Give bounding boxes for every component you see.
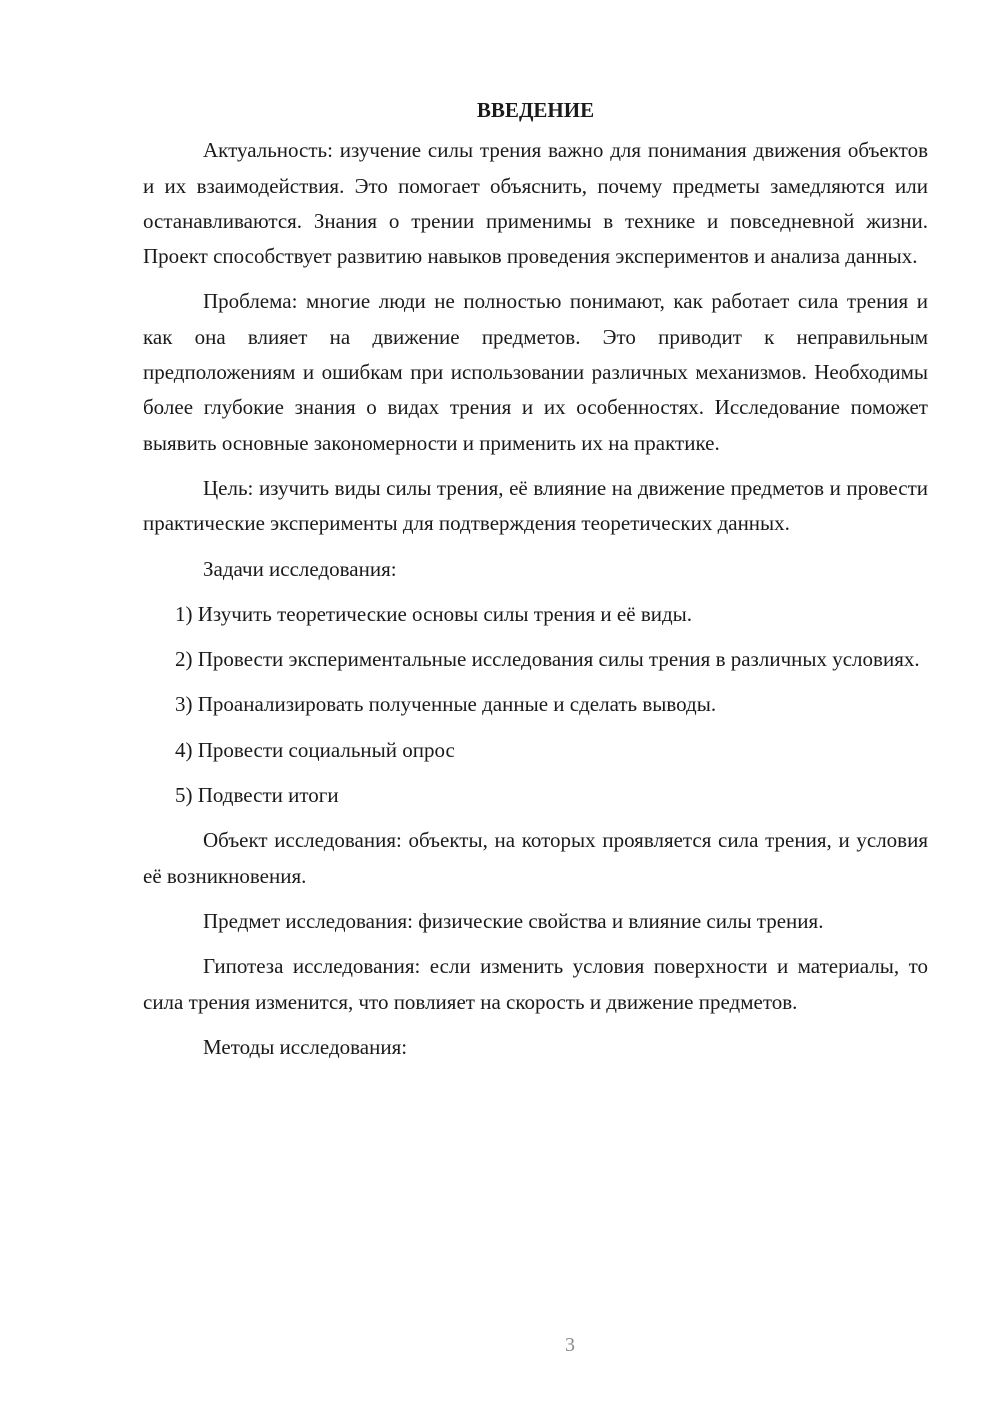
task-item-3: 3) Проанализировать полученные данные и сделать выводы. [175, 692, 717, 717]
page-number: 3 [565, 1334, 575, 1356]
paragraph-relevance: Актуальность: изучение силы трения важно для понимания движения объектов и их взаимодействия. Это помогает объяснить, почему предметы замедляются или останавливаются. Знания о трении применимы в технике и повседневной жизни. Проект способствует развитию навыков проведения экспериментов и анализа данных. [143, 138, 928, 269]
paragraph-goal: Цель: изучить виды силы трения, её влияние на движение предметов и провести практические эксперименты для подтверждения теоретических данных. [143, 475, 928, 536]
paragraph-hypothesis: Гипотеза исследования: если изменить условия поверхности и материалы, то сила трения изменится, что повлияет на скорость и движение предметов. [143, 954, 928, 1014]
page-content [143, 93, 928, 1075]
section-title: ВВЕДЕНИЕ [476, 98, 595, 122]
task-item-1: 1) Изучить теоретические основы силы трения и её виды. [175, 601, 693, 626]
paragraph-subject: Предмет исследования: физические свойства и влияние силы трения. [203, 908, 824, 933]
paragraph-methods: Методы исследования: [203, 1034, 408, 1059]
paragraph-tasks-heading: Задачи исследования: [203, 556, 397, 581]
paragraph-object: Объект исследования: объекты, на которых проявляется сила трения, и условия её возникновения. [143, 828, 928, 888]
task-item-2: 2) Провести экспериментальные исследования силы трения в различных условиях. [175, 647, 920, 672]
paragraph-problem: Проблема: многие люди не полностью понимают, как работает сила трения и как она влияет на движение предметов. Это приводит к неправильным предположениям и ошибкам при использовании различных механизмов. Необходимы более глубокие знания о видах трения и их особенностях. Исследование поможет выявить основные закономерности и применить их на практике. [143, 289, 928, 455]
task-item-4: 4) Провести социальный опрос [175, 737, 455, 762]
task-item-5: 5) Подвести итоги [175, 783, 339, 808]
